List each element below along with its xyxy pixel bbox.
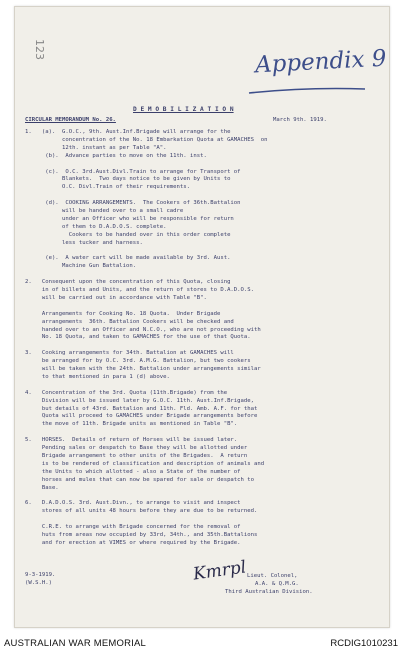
body-line: under an Officer who will be responsible for return xyxy=(25,215,234,222)
body-line: be arranged for by O.C. 3rd. A.M.G. Battalion, but two cookers xyxy=(25,358,251,365)
body-line: horses and mules that can now be spared for sale or despatch to xyxy=(25,476,255,483)
body-line: arrangements 36th. Battalion Cookers will be checked and xyxy=(25,318,234,325)
body-line: the Units to which allotted - also a State of the number of xyxy=(25,468,241,475)
body-line: (b). Advance parties to move on the 11th. inst. xyxy=(25,152,207,159)
signatory-role: A.A. & Q.M.G. xyxy=(255,581,299,587)
body-line: Cookers to be handed over in this order complete xyxy=(25,231,231,238)
body-line: 4. Concentration of the 3rd. Quota (11th.Brigade) from the xyxy=(25,389,228,396)
issued-ref: (W.S.H.) xyxy=(25,580,52,586)
body-line: O.C. Divl.Train of their requirements. xyxy=(25,184,191,191)
body-line: 2. Consequent upon the concentration of this Quota, closing xyxy=(25,279,231,286)
body-line: Quota will proceed to GAMACHES under Brigade arrangements before xyxy=(25,413,258,420)
body-line: and for erection at VIMES or where required by the Brigade. xyxy=(25,539,241,546)
page-number-pencil: 123 xyxy=(33,39,46,60)
body-line: 12th. instant as per Table "A". xyxy=(25,144,167,151)
document-title: D E M O B I L I Z A T I O N xyxy=(133,106,234,113)
body-line: Brigade arrangement to other units of the Brigades. A return xyxy=(25,452,248,459)
body-line: Machine Gun Battalion. xyxy=(25,263,137,270)
footer-institution: AUSTRALIAN WAR MEMORIAL xyxy=(4,638,147,649)
body-line: huts from areas now occupied by 33rd, 34th., and 35th.Battalions xyxy=(25,531,258,538)
heading-underline xyxy=(247,85,367,95)
body-line: (c). O.C. 3rd.Aust.Divl.Train to arrange for Transport of xyxy=(25,168,241,175)
archive-footer xyxy=(0,628,404,654)
body-line: 3. Cooking arrangements for 34th. Battalion at GAMACHES will xyxy=(25,350,234,357)
body-line: handed over to an Officer and N.C.O., who are not proceeding with xyxy=(25,326,261,333)
body-line: the move of 11th. Brigade units as mentioned in Table "B". xyxy=(25,421,238,428)
body-line: Pending sales or despatch to Base they will be allotted under xyxy=(25,445,248,451)
body-line: of them to D.A.D.O.S. complete. xyxy=(25,223,167,230)
body-line: will be handed over to a small cadre xyxy=(25,208,184,214)
body-line: in of billets and Units, and the return of stores to D.A.D.O.S. xyxy=(25,287,255,293)
signature: Kmrpl xyxy=(191,557,248,585)
body-line: No. 18 Quota, and taken to GAMACHES for the use of that Quota. xyxy=(25,334,251,341)
body-line: less tucker and harness. xyxy=(25,239,143,246)
body-line: is to be rendered of classification and description of animals and xyxy=(25,460,265,467)
body-line: will be carried out in accordance with Table "B". xyxy=(25,294,207,301)
body-line: C.R.E. to arrange with Brigade concerned for the removal of xyxy=(25,524,241,530)
document-date: March 9th. 1919. xyxy=(273,117,327,123)
body-line: 6. D.A.D.O.S. 3rd. Aust.Divn., to arrange to visit and inspect xyxy=(25,500,241,507)
body-line: Blankets. Two days notice to be given by Units to xyxy=(25,176,231,183)
body-line: stores of all units 48 hours before they are due to be returned. xyxy=(25,508,258,515)
handwritten-heading: Appendix 9 xyxy=(254,45,388,79)
signatory-rank: Lieut. Colonel, xyxy=(247,573,298,579)
document-page xyxy=(14,6,390,628)
body-line: but details of 43rd. Battalion and 11th. Fld. Amb. A.F. for that xyxy=(25,405,258,412)
body-line: (d). COOKING ARRANGEMENTS. The Cookers of 36th.Battalion xyxy=(25,200,241,207)
signatory-unit: Third Australian Division. xyxy=(225,589,313,595)
body-line: Base. xyxy=(25,484,59,491)
body-line: (e). A water cart will be made available by 3rd. Aust. xyxy=(25,255,231,262)
body-line: 5. HORSES. Details of return of Horses will be issued later. xyxy=(25,437,238,444)
body-line: concentration of the No. 18 Embarkation Quota at GAMACHES on xyxy=(25,136,268,143)
issued-date: 9-3-1919. xyxy=(25,572,56,578)
body-line: Division will be issued later by G.O.C. 11th. Aust.Inf.Brigade, xyxy=(25,397,255,404)
body-line: will be taken with the 24th. Battalion under arrangements similar xyxy=(25,366,261,372)
body-line: Arrangements for Cooking No. 18 Quota. Under Brigade xyxy=(25,310,221,317)
footer-record-id: RCDIG1010231 xyxy=(330,638,398,649)
body-line: to that mentioned in para 1 (d) above. xyxy=(25,373,170,380)
body-line: 1. (a). G.O.C., 9th. Aust.Inf.Brigade will arrange for the xyxy=(25,129,231,135)
memo-title: CIRCULAR MEMORANDUM No. 26. xyxy=(25,117,116,123)
